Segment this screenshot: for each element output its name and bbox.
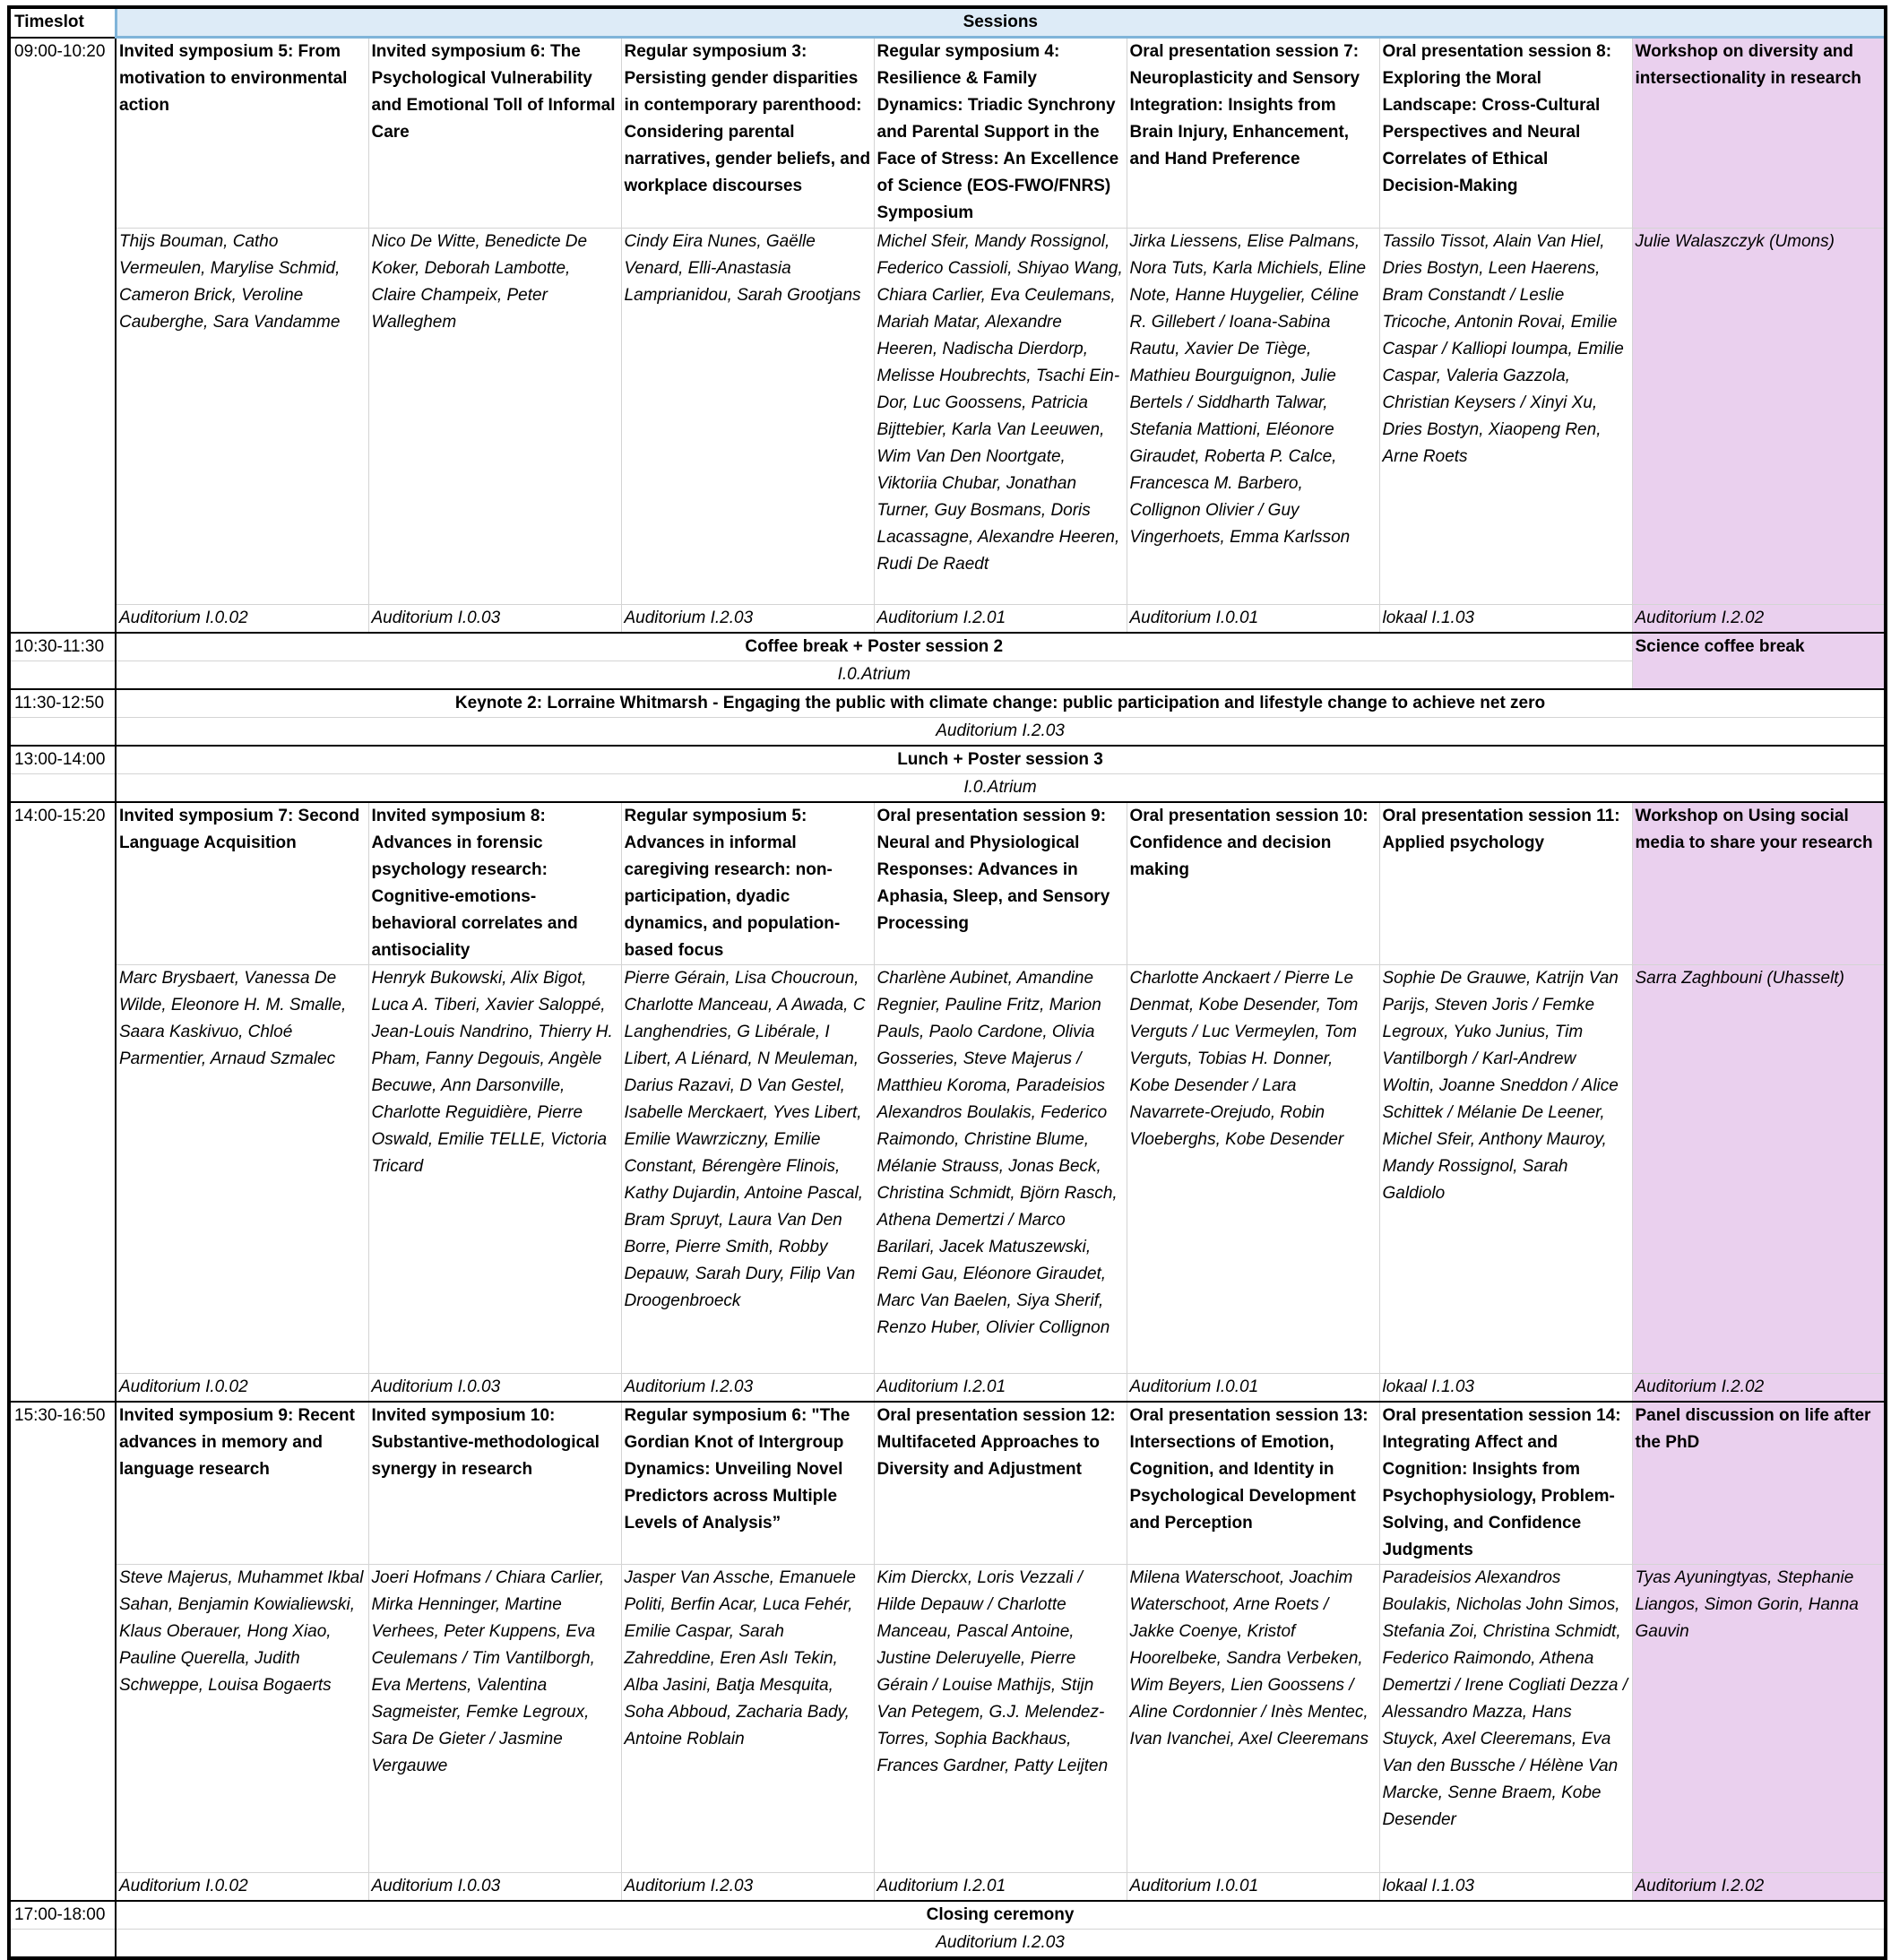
- session-room[interactable]: Auditorium I.2.02: [1632, 1374, 1886, 1403]
- coffee-title-row: [9, 633, 1886, 661]
- session-title[interactable]: Regular symposium 3: Persisting gender disparities in contemporary parenthood: Considering parental narratives, gender beliefs, and workplace discourses: [621, 38, 874, 229]
- b3-authors-row: [9, 1565, 1886, 1873]
- session-title[interactable]: Invited symposium 6: The Psychological Vulnerability and Emotional Toll of Informal Care: [368, 38, 621, 229]
- session-room[interactable]: Auditorium I.0.01: [1127, 1873, 1379, 1902]
- session-title[interactable]: Oral presentation session 14: Integrating Affect and Cognition: Insights from Psychophysiology, Problem-Solving, and Confidence Judgments: [1379, 1402, 1632, 1565]
- session-title[interactable]: Oral presentation session 8: Exploring the Moral Landscape: Cross-Cultural Perspectives and Neural Correlates of Ethical Decision-Making: [1379, 38, 1632, 229]
- session-authors[interactable]: Paradeisios Alexandros Boulakis, Nicholas John Simos, Stefania Zoi, Christina Schmidt, Federico Raimondo, Athena Demertzi / Irene Cogliati Dezza / Alessandro Mazza, Hans Stuyck, Axel Cleeremans, Eva Van den Bussche / Hélène Van Marcke, Senne Braem, Kobe Desender: [1379, 1565, 1632, 1873]
- session-title[interactable]: Workshop on diversity and intersectionality in research: [1632, 38, 1886, 229]
- event-room[interactable]: I.0.Atrium: [116, 774, 1886, 803]
- session-room[interactable]: Auditorium I.2.03: [621, 1374, 874, 1403]
- session-room[interactable]: Auditorium I.2.01: [874, 1374, 1127, 1403]
- session-authors[interactable]: Thijs Bouman, Catho Vermeulen, Marylise Schmid, Cameron Brick, Veroline Cauberghe, Sara Vandamme: [116, 229, 368, 605]
- timeslot-cell[interactable]: 13:00-14:00: [9, 746, 116, 774]
- session-title[interactable]: Oral presentation session 11: Applied psychology: [1379, 802, 1632, 965]
- timeslot-cell[interactable]: 11:30-12:50: [9, 689, 116, 718]
- b1-title-row: [9, 38, 1886, 229]
- event-title[interactable]: Lunch + Poster session 3: [116, 746, 1886, 774]
- header-timeslot: Timeslot: [9, 7, 116, 38]
- session-authors[interactable]: Jirka Liessens, Elise Palmans, Nora Tuts, Karla Michiels, Eline Note, Hanne Huygelier, Céline R. Gillebert / Ioana-Sabina Rautu, Xavier De Tiège, Mathieu Bourguignon, Julie Bertels / Siddharth Talwar, Stefania Mattioni, Eléonore Giraudet, Roberta P. Calce, Francesca M. Barbero, Collignon Olivier / Guy Vingerhoets, Emma Karlsson: [1127, 229, 1379, 605]
- session-title[interactable]: Invited symposium 9: Recent advances in memory and language research: [116, 1402, 368, 1565]
- session-authors[interactable]: Nico De Witte, Benedicte De Koker, Deborah Lambotte, Claire Champeix, Peter Walleghem: [368, 229, 621, 605]
- session-room[interactable]: Auditorium I.2.03: [621, 1873, 874, 1902]
- session-room[interactable]: Auditorium I.0.02: [116, 1374, 368, 1403]
- timeslot-cell[interactable]: 14:00-15:20: [9, 802, 116, 965]
- session-authors[interactable]: Michel Sfeir, Mandy Rossignol, Federico Cassioli, Shiyao Wang, Chiara Carlier, Eva Ceulemans, Mariah Matar, Alexandre Heeren, Nadischa Dierdorp, Melisse Houbrechts, Tsachi Ein-Dor, Luc Goossens, Patricia Bijttebier, Karla Van Leeuwen, Wim Van Den Noortgate, Viktoriia Chubar, Jonathan Turner, Guy Bosmans, Doris Lacassagne, Alexandre Heeren, Rudi De Raedt: [874, 229, 1127, 605]
- keynote-room-row: [9, 718, 1886, 747]
- session-authors[interactable]: Sarra Zaghbouni (Uhasselt): [1632, 965, 1886, 1374]
- b2-room-row: [9, 1374, 1886, 1403]
- session-room[interactable]: Auditorium I.2.02: [1632, 1873, 1886, 1902]
- session-authors[interactable]: Pierre Gérain, Lisa Choucroun, Charlotte Manceau, A Awada, C Langhendries, G Libérale, I Libert, A Liénard, N Meuleman, Darius Razavi, D Van Gestel, Isabelle Merckaert, Yves Libert, Emilie Wawrziczny, Emilie Constant, Bérengère Flinois, Kathy Dujardin, Antoine Pascal, Bram Spruyt, Laura Van Den Borre, Pierre Smith, Robby Depauw, Sarah Dury, Filip Van Droogenbroeck: [621, 965, 874, 1374]
- timeslot-cell[interactable]: [9, 1374, 116, 1403]
- session-authors[interactable]: Steve Majerus, Muhammet Ikbal Sahan, Benjamin Kowialiewski, Klaus Oberauer, Hong Xiao, Pauline Querella, Judith Schweppe, Louisa Bogaerts: [116, 1565, 368, 1873]
- session-room[interactable]: Auditorium I.2.01: [874, 605, 1127, 634]
- session-title[interactable]: Oral presentation session 10: Confidence and decision making: [1127, 802, 1379, 965]
- session-authors[interactable]: Milena Waterschoot, Joachim Waterschoot, Arne Roets / Jakke Coenye, Kristof Hoorelbeke, Sandra Verbeken, Wim Beyers, Lien Goossens / Aline Cordonnier / Inès Mentec, Ivan Ivanchei, Axel Cleeremans: [1127, 1565, 1379, 1873]
- b3-room-row: [9, 1873, 1886, 1902]
- session-room[interactable]: lokaal I.1.03: [1379, 1873, 1632, 1902]
- session-title[interactable]: Oral presentation session 9: Neural and Physiological Responses: Advances in Aphasia, Sleep, and Sensory Processing: [874, 802, 1127, 965]
- session-room[interactable]: Auditorium I.0.01: [1127, 1374, 1379, 1403]
- session-title[interactable]: Regular symposium 4: Resilience & Family Dynamics: Triadic Synchrony and Parental Support in the Face of Stress: An Excellence of Science (EOS-FWO/FNRS) Symposium: [874, 38, 1127, 229]
- timeslot-cell[interactable]: [9, 605, 116, 634]
- schedule-table: [7, 5, 1887, 1960]
- timeslot-cell[interactable]: [9, 718, 116, 747]
- timeslot-cell[interactable]: 15:30-16:50: [9, 1402, 116, 1565]
- session-title[interactable]: Oral presentation session 12: Multifaceted Approaches to Diversity and Adjustment: [874, 1402, 1127, 1565]
- b2-title-row: [9, 802, 1886, 965]
- session-title[interactable]: Workshop on Using social media to share your research: [1632, 802, 1886, 965]
- side-event-title[interactable]: Science coffee break: [1632, 633, 1886, 689]
- session-room[interactable]: Auditorium I.2.02: [1632, 605, 1886, 634]
- session-room[interactable]: Auditorium I.0.03: [368, 605, 621, 634]
- session-title[interactable]: Regular symposium 5: Advances in informal caregiving research: non-participation, dyadic dynamics, and population-based focus: [621, 802, 874, 965]
- lunch-title-row: [9, 746, 1886, 774]
- closing-title-row: [9, 1901, 1886, 1930]
- timeslot-cell[interactable]: [9, 774, 116, 803]
- session-title[interactable]: Panel discussion on life after the PhD: [1632, 1402, 1886, 1565]
- session-room[interactable]: Auditorium I.2.03: [621, 605, 874, 634]
- session-room[interactable]: Auditorium I.0.03: [368, 1873, 621, 1902]
- event-title[interactable]: Closing ceremony: [116, 1901, 1886, 1930]
- lunch-room-row: [9, 774, 1886, 803]
- session-authors[interactable]: Marc Brysbaert, Vanessa De Wilde, Eleonore H. M. Smalle, Saara Kaskivuo, Chloé Parmentier, Arnaud Szmalec: [116, 965, 368, 1374]
- session-authors[interactable]: Cindy Eira Nunes, Gaëlle Venard, Elli-Anastasia Lamprianidou, Sarah Grootjans: [621, 229, 874, 605]
- session-title[interactable]: Invited symposium 10: Substantive-methodological synergy in research: [368, 1402, 621, 1565]
- b2-authors-row: [9, 965, 1886, 1374]
- coffee-room-row: [9, 661, 1886, 690]
- timeslot-cell[interactable]: [9, 965, 116, 1374]
- session-room[interactable]: lokaal I.1.03: [1379, 605, 1632, 634]
- closing-room-row: [9, 1930, 1886, 1959]
- timeslot-cell[interactable]: 10:30-11:30: [9, 633, 116, 661]
- event-title[interactable]: Coffee break + Poster session 2: [116, 633, 1632, 661]
- session-room[interactable]: Auditorium I.0.02: [116, 1873, 368, 1902]
- timeslot-cell[interactable]: [9, 229, 116, 605]
- session-room[interactable]: Auditorium I.0.03: [368, 1374, 621, 1403]
- session-authors[interactable]: Jasper Van Assche, Emanuele Politi, Berfin Acar, Luca Fehér, Emilie Caspar, Sarah Zahreddine, Eren Aslı Tekin, Alba Jasini, Batja Mesquita, Soha Abboud, Zacharia Bady, Antoine Roblain: [621, 1565, 874, 1873]
- timeslot-cell[interactable]: [9, 1930, 116, 1959]
- b1-authors-row: [9, 229, 1886, 605]
- timeslot-cell[interactable]: [9, 1565, 116, 1873]
- session-title[interactable]: Invited symposium 5: From motivation to environmental action: [116, 38, 368, 229]
- event-title[interactable]: Keynote 2: Lorraine Whitmarsh - Engaging the public with climate change: public participation and lifestyle change to achieve net zero: [116, 689, 1886, 718]
- session-title[interactable]: Regular symposium 6: "The Gordian Knot of Intergroup Dynamics: Unveiling Novel Predictors across Multiple Levels of Analysis”: [621, 1402, 874, 1565]
- header-sessions: Sessions: [116, 7, 1886, 38]
- timeslot-cell[interactable]: 17:00-18:00: [9, 1901, 116, 1930]
- session-room[interactable]: Auditorium I.0.02: [116, 605, 368, 634]
- b3-title-row: [9, 1402, 1886, 1565]
- timeslot-cell[interactable]: 09:00-10:20: [9, 38, 116, 229]
- session-title[interactable]: Oral presentation session 7: Neuroplasticity and Sensory Integration: Insights from Brain Injury, Enhancement, and Hand Preference: [1127, 38, 1379, 229]
- session-title[interactable]: Invited symposium 7: Second Language Acquisition: [116, 802, 368, 965]
- session-authors[interactable]: Sophie De Grauwe, Katrijn Van Parijs, Steven Joris / Femke Legroux, Yuko Junius, Tim Vantilborgh / Karl-Andrew Woltin, Joanne Sneddon / Alice Schittek / Mélanie De Leener, Michel Sfeir, Anthony Mauroy, Mandy Rossignol, Sarah Galdiolo: [1379, 965, 1632, 1374]
- timeslot-cell[interactable]: [9, 1873, 116, 1902]
- session-authors[interactable]: Tassilo Tissot, Alain Van Hiel, Dries Bostyn, Leen Haerens, Bram Constandt / Leslie Tricoche, Antonin Rovai, Emilie Caspar / Kalliopi Ioumpa, Emilie Caspar, Valeria Gazzola, Christian Keysers / Xinyi Xu, Dries Bostyn, Xiaopeng Ren, Arne Roets: [1379, 229, 1632, 605]
- event-room[interactable]: I.0.Atrium: [116, 661, 1632, 690]
- event-room[interactable]: Auditorium I.2.03: [116, 718, 1886, 747]
- session-authors[interactable]: Charlène Aubinet, Amandine Regnier, Pauline Fritz, Marion Pauls, Paolo Cardone, Olivia Gosseries, Steve Majerus / Matthieu Koroma, Paradeisios Alexandros Boulakis, Federico Raimondo, Christine Blume, Mélanie Strauss, Jonas Beck, Christina Schmidt, Björn Rasch, Athena Demertzi / Marco Barilari, Jacek Matuszewski, Remi Gau, Eléonore Giraudet, Marc Van Baelen, Siya Sherif, Renzo Huber, Olivier Collignon: [874, 965, 1127, 1374]
- session-authors[interactable]: Henryk Bukowski, Alix Bigot, Luca A. Tiberi, Xavier Saloppé, Jean-Louis Nandrino, Thierry H. Pham, Fanny Degouis, Angèle Becuwe, Ann Darsonville, Charlotte Reguidière, Pierre Oswald, Emilie TELLE, Victoria Tricard: [368, 965, 621, 1374]
- session-authors[interactable]: Tyas Ayuningtyas, Stephanie Liangos, Simon Gorin, Hanna Gauvin: [1632, 1565, 1886, 1873]
- session-room[interactable]: Auditorium I.0.01: [1127, 605, 1379, 634]
- keynote-title-row: [9, 689, 1886, 718]
- session-room[interactable]: lokaal I.1.03: [1379, 1374, 1632, 1403]
- session-room[interactable]: Auditorium I.2.01: [874, 1873, 1127, 1902]
- session-title[interactable]: Oral presentation session 13: Intersections of Emotion, Cognition, and Identity in Psychological Development and Perception: [1127, 1402, 1379, 1565]
- b1-room-row: [9, 605, 1886, 634]
- session-authors[interactable]: Charlotte Anckaert / Pierre Le Denmat, Kobe Desender, Tom Verguts / Luc Vermeylen, Tom Verguts, Tobias H. Donner, Kobe Desender / Lara Navarrete-Orejudo, Robin Vloeberghs, Kobe Desender: [1127, 965, 1379, 1374]
- event-room[interactable]: Auditorium I.2.03: [116, 1930, 1886, 1959]
- session-authors[interactable]: Kim Dierckx, Loris Vezzali / Hilde Depauw / Charlotte Manceau, Pascal Antoine, Justine Deleruyelle, Pierre Gérain / Louise Mathijs, Stijn Van Petegem, G.J. Melendez-Torres, Sophia Backhaus, Frances Gardner, Patty Leijten: [874, 1565, 1127, 1873]
- session-title[interactable]: Invited symposium 8: Advances in forensic psychology research: Cognitive-emotions-behavioral correlates and antisociality: [368, 802, 621, 965]
- session-authors[interactable]: Joeri Hofmans / Chiara Carlier, Mirka Henninger, Martine Verhees, Peter Kuppens, Eva Ceulemans / Tim Vantilborgh, Eva Mertens, Valentina Sagmeister, Femke Legroux, Sara De Gieter / Jasmine Vergauwe: [368, 1565, 621, 1873]
- timeslot-cell[interactable]: [9, 661, 116, 690]
- session-authors[interactable]: Julie Walaszczyk (Umons): [1632, 229, 1886, 605]
